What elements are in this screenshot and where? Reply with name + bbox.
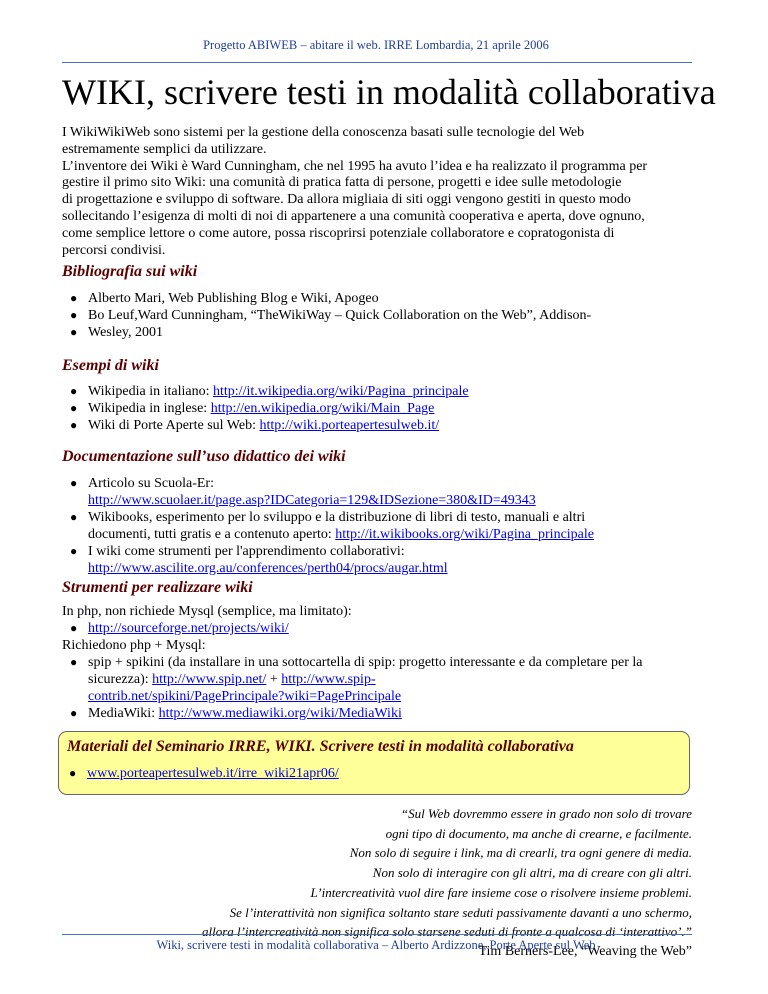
heading-bibliografia: Bibliografia sui wiki <box>62 263 198 280</box>
intro-line: come semplice lettore o come autore, possa riscoprirsi potenziale collaboratore e copratogonista di <box>62 225 615 241</box>
list-item <box>61 765 661 782</box>
bullet-icon: ● <box>70 655 78 669</box>
bullet-icon: ● <box>70 706 78 720</box>
intro-line: di progettazione e sviluppo di software. Da allora migliaia di siti oggi vengono gestiti in questo modo <box>62 192 631 208</box>
bullet-icon: ● <box>70 308 78 322</box>
link-sourceforge-wiki[interactable]: http://sourceforge.net/projects/wiki/ <box>88 621 289 636</box>
quote-line: Se l’interattività non significa soltanto stare seduti passivamente davanti a uno schermo, <box>229 904 692 920</box>
list-item-text: Wikibooks, esperimento per lo sviluppo e la distribuzione di libri di testo, manuali e altri <box>88 510 586 525</box>
list-item <box>62 290 702 307</box>
list-item <box>62 654 702 705</box>
bullet-icon: ● <box>70 401 78 415</box>
heading-esempi: Esempi di wiki <box>62 357 159 374</box>
footer-rule <box>62 934 692 935</box>
strumenti-mysql-line: Richiedono php + Mysql: <box>62 638 206 653</box>
bullet-icon: ● <box>70 510 78 524</box>
intro-line: estremamente semplici da utilizzare. <box>62 141 267 157</box>
link-wiki-porteaperte[interactable]: http://wiki.porteapertesulweb.it/ <box>259 418 440 433</box>
callout-heading: Materiali del Seminario IRRE, WIKI. Scrivere testi in modalità collaborativa <box>67 738 574 755</box>
bullet-icon: ● <box>69 766 77 780</box>
list-item <box>62 620 702 637</box>
quote-line: Non solo di seguire i link, ma di crearli, tra ogni genere di media. <box>349 845 692 861</box>
list-item-text: Bo Leuf,Ward Cunningham, “TheWikiWay – Quick Collaboration on the Web”, Addison- <box>88 308 592 323</box>
list-item <box>62 307 702 324</box>
list-item-text: + <box>266 672 282 687</box>
link-text: http://www.spip- <box>281 672 376 687</box>
list-item-text: Alberto Mari, Web Publishing Blog e Wiki, Apogeo <box>88 291 379 306</box>
list-item <box>62 705 702 722</box>
link-wikipedia-en[interactable]: http://en.wikipedia.org/wiki/Main_Page <box>210 401 435 416</box>
list-item <box>62 383 702 400</box>
quote-line: allora l’intercreatività non significa solo starsene seduti di fronte a qualcosa di ‘interattivo’.” <box>202 924 692 940</box>
bullet-icon: ● <box>70 544 78 558</box>
heading-strumenti: Strumenti per realizzare wiki <box>62 579 253 596</box>
intro-line: L’inventore dei Wiki è Ward Cunningham, che nel 1995 ha avuto l’idea e ha realizzato il programma per <box>62 158 648 174</box>
list-item-text: Wikipedia in italiano: <box>88 384 214 399</box>
list-item-text: Wesley, 2001 <box>88 325 163 340</box>
quote-line: L’intercreatività vuol dire fare insieme cose o risolvere insieme problemi. <box>310 884 692 900</box>
esempi-list <box>62 383 702 434</box>
intro-line: sollecitando l’esigenza di molti di noi di appartenere a una comunità cooperativa e aperta, dove ognuno, <box>62 208 645 224</box>
list-item-text: MediaWiki: <box>88 706 159 721</box>
documentazione-list <box>62 475 702 577</box>
heading-documentazione: Documentazione sull’uso didattico dei wiki <box>62 448 346 465</box>
callout-list <box>61 765 661 782</box>
quote-line: “Sul Web dovremmo essere in grado non solo di trovare <box>400 806 692 821</box>
link-wikibooks[interactable]: http://it.wikibooks.org/wiki/Pagina_principale <box>335 527 594 542</box>
page-title: WIKI, scrivere testi in modalità collaborativa <box>62 72 716 112</box>
intro-line: I WikiWikiWeb sono sistemi per la gestione della conoscenza basati sulle tecnologie del Web <box>62 125 585 140</box>
intro-line: percorsi condivisi. <box>62 242 166 258</box>
quote-line: ogni tipo di documento, ma anche di crearne, e facilmente. <box>385 825 692 841</box>
strumenti-php-list <box>62 620 702 637</box>
list-item-text: documenti, tutti gratis e a contenuto aperto: <box>88 527 336 542</box>
running-header: Progetto ABIWEB – abitare il web. IRRE Lombardia, 21 aprile 2006 <box>203 38 549 52</box>
strumenti-mysql-list <box>62 654 702 722</box>
list-item-text: Articolo su Scuola-Er: <box>88 476 214 491</box>
list-item-text: Wiki di Porte Aperte sul Web: <box>88 418 260 433</box>
bullet-icon: ● <box>70 291 78 305</box>
bullet-icon: ● <box>70 384 78 398</box>
link-mediawiki[interactable]: http://www.mediawiki.org/wiki/MediaWiki <box>158 706 402 721</box>
quote-line: Non solo di interagire con gli altri, ma di creare con gli altri. <box>372 865 692 881</box>
strumenti-php-line: In php, non richiede Mysql (semplice, ma limitato): <box>62 604 352 619</box>
list-item-text: spip + spikini (da installare in una sottocartella di spip: progetto interessante e da completare per la <box>88 655 643 670</box>
list-item <box>62 417 702 434</box>
seminar-callout-box <box>58 731 690 795</box>
list-item-text: Wikipedia in inglese: <box>88 401 211 416</box>
bullet-icon: ● <box>70 621 78 635</box>
link-wikipedia-it[interactable]: http://it.wikipedia.org/wiki/Pagina_principale <box>213 384 469 399</box>
bullet-icon: ● <box>70 325 78 339</box>
link-seminar-materials[interactable]: www.porteapertesulweb.it/irre_wiki21apr06/ <box>87 766 339 781</box>
bibliografia-list <box>62 290 702 341</box>
list-item <box>62 475 702 509</box>
link-ascilite[interactable]: http://www.ascilite.org.au/conferences/perth04/procs/augar.html <box>88 561 448 576</box>
header-rule <box>62 62 692 63</box>
bullet-icon: ● <box>70 476 78 490</box>
list-item <box>62 509 702 543</box>
list-item <box>62 543 702 577</box>
list-item <box>62 324 702 341</box>
list-item-text: sicurezza): <box>88 672 153 687</box>
quote-attribution: Tim Berners-Lee, “Weaving the Web” <box>478 943 692 959</box>
link-text: contrib.net/spikini/PagePrincipale?wiki=PagePrincipale <box>88 689 402 704</box>
list-item-text: I wiki come strumenti per l'apprendimento collaborativi: <box>88 544 405 559</box>
running-footer: Wiki, scrivere testi in modalità collaborativa – Alberto Ardizzone, Porte Aperte sul Web <box>156 938 596 952</box>
bullet-icon: ● <box>70 418 78 432</box>
intro-line: gestire il primo sito Wiki: una comunità di pratica fatta di persone, progetti e idee sulle metodologie <box>62 175 622 191</box>
list-item <box>62 400 702 417</box>
intro-paragraph <box>62 125 702 259</box>
link-scuolaer[interactable]: http://www.scuolaer.it/page.asp?IDCategoria=129&IDSezione=380&ID=49343 <box>88 493 536 508</box>
link-spip[interactable]: http://www.spip.net/ <box>152 672 267 687</box>
